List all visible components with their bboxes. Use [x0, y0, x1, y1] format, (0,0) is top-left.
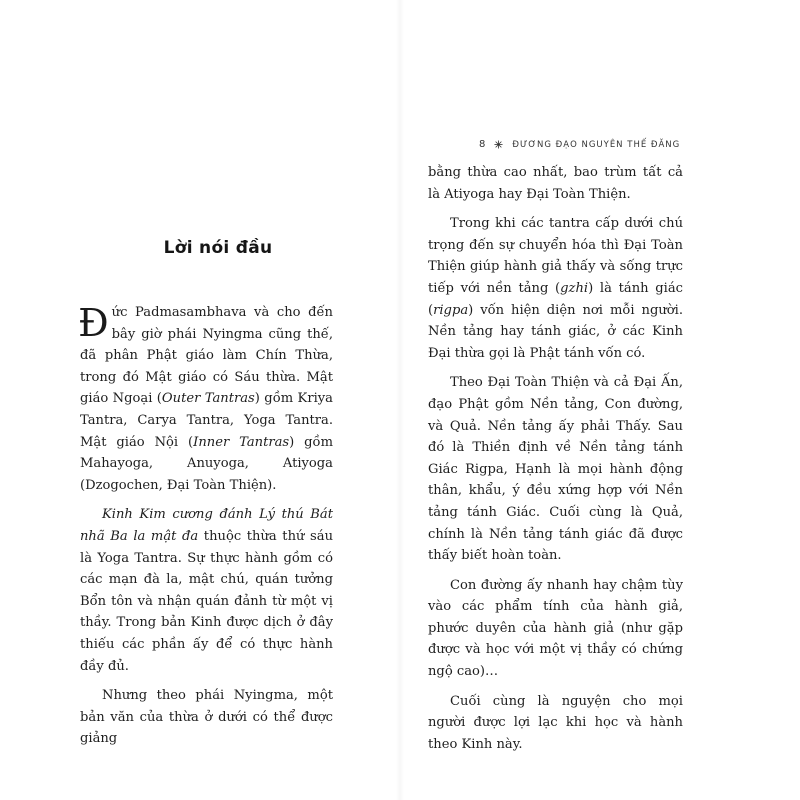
snowflake-ornament-icon: [494, 140, 503, 149]
paragraph-1-text-c: ) gồm Mahayoga, Anuyoga, Atiyoga (Dzogochen, Đại Toàn Thiện).: [80, 434, 333, 493]
paragraph-6-text: Con đường ấy nhanh hay chậm tùy vào các phẩm tính của hành giả, phước duyên của hành giả (như gặp được và học với một vị thầy có chứng ngộ cao)…: [428, 577, 683, 680]
paragraph-4-italic-b: rigpa: [433, 302, 469, 318]
paragraph-7-text: Cuối cùng là nguyện cho mọi người được lợi lạc khi học và hành theo Kinh này.: [428, 693, 683, 752]
paragraph-4-text-c: ) vốn hiện diện nơi mỗi người. Nền tảng hay tánh giác, ở các Kinh Đại thừa gọi là Phật tánh vốn có.: [428, 302, 683, 361]
paragraph-2-text: thuộc thừa thứ sáu là Yoga Tantra. Sự thực hành gồm có các mạn đà la, mật chú, quán tưởng Bổn tôn và nhận quán đảnh từ một vị thầy. Trong bản Kinh được dịch ở đây thiếu các phần ấy để có thực hành đầy đủ.: [80, 528, 333, 674]
running-header-title: ĐƯƠNG ĐẠO NGUYÊN THẾ ĐĂNG: [512, 139, 681, 150]
paragraph-5: [428, 372, 683, 566]
paragraph-1-text-a: ức Padmasambhava và cho đến bây giờ phái Nyingma cũng thế, đã phân Phật giáo làm Chín Thừa, trong đó Mật giáo có Sáu thừa. Mật giáo Ngoại (: [80, 305, 333, 407]
paragraph-6: [428, 575, 683, 683]
right-page-body: [428, 162, 683, 763]
running-header: [479, 139, 680, 150]
left-page-body: [80, 302, 333, 758]
paragraph-3: [80, 685, 333, 750]
page-number: 8: [479, 139, 486, 150]
paragraph-continued: [428, 162, 683, 205]
paragraph-1-italic-a: Outer Tantras: [161, 391, 255, 407]
right-page: [400, 0, 800, 800]
paragraph-4-italic-a: gzhi: [560, 280, 589, 296]
paragraph-1: [80, 302, 333, 496]
paragraph-7: [428, 691, 683, 756]
sutra-title: Kinh Kim cương đánh Lý thú Bát nhã Ba la mật đa: [80, 507, 333, 544]
paragraph-4: [428, 213, 683, 364]
paragraph-1-italic-b: Inner Tantras: [193, 434, 290, 450]
paragraph-4-text-b: ) là tánh giác (: [428, 280, 683, 318]
paragraph-4-text-a: Trong khi các tantra cấp dưới chú trọng đến sự chuyển hóa thì Đại Toàn Thiện giúp hành giả thấy và sống trực tiếp với nền tảng (: [428, 216, 683, 296]
drop-cap: Đ: [78, 301, 109, 345]
paragraph-3-text: Nhưng theo phái Nyingma, một bản văn của thừa ở dưới có thể được giảng: [80, 688, 333, 747]
paragraph-1-text-b: ) gồm Kriya Tantra, Carya Tantra, Yoga Tantra. Mật giáo Nội (: [80, 391, 333, 450]
paragraph-2: [80, 504, 333, 677]
paragraph-5-text: Theo Đại Toàn Thiện và cả Đại Ấn, đạo Phật gồm Nền tảng, Con đường, và Quả. Nền tảng ấy phải Thấy. Sau đó là Thiền định về Nền tảng tánh Giác Rigpa, Hạnh là mọi hành động thân, khẩu, ý đều xứng hợp với Nền tảng tánh Giác. Cuối cùng là Quả, chính là Nền tảng tánh giác đã được thấy biết hoàn toàn.: [428, 375, 683, 564]
chapter-title: Lời nói đầu: [163, 238, 273, 258]
paragraph-continued-text: bằng thừa cao nhất, bao trùm tất cả là Atiyoga hay Đại Toàn Thiện.: [428, 165, 683, 202]
